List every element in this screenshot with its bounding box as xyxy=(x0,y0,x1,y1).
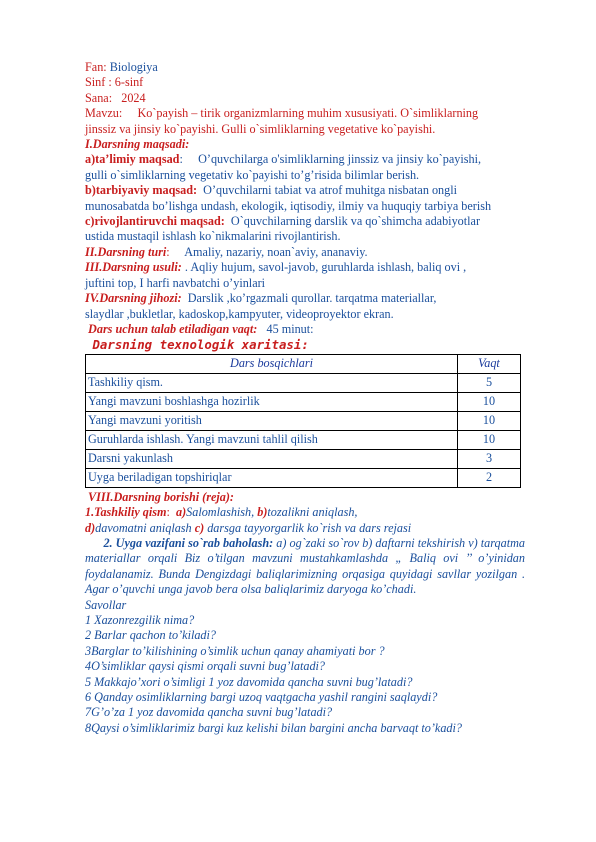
time-cell: 10 xyxy=(458,411,521,430)
homework-check-paragraph xyxy=(85,536,525,598)
goals-heading: I.Darsning maqsadi: xyxy=(85,137,190,152)
table-header-row xyxy=(86,354,521,373)
table-row xyxy=(86,430,521,449)
equipment-line xyxy=(85,291,525,306)
table-row xyxy=(86,468,521,487)
organizational-line: 1.Tashkiliy qism: a)Salomlashish, b)tozalikni aniqlash, xyxy=(85,505,358,520)
table-row xyxy=(86,449,521,468)
time-value: 45 minut: xyxy=(266,321,314,336)
stage-column-header: Dars bosqichlari xyxy=(86,354,458,373)
time-cell: 10 xyxy=(458,430,521,449)
list-item: 2 Barlar qachon to’kiladi? xyxy=(85,628,217,643)
lesson-method-label: III.Darsning usuli: xyxy=(85,260,182,275)
equipment-text-1: Darslik ,ko’rgazmali qurollar. tarqatma materiallar, xyxy=(187,291,437,306)
homework-check-label: 2. Uyga vazifani so`rab baholash: xyxy=(103,535,274,550)
list-item: 3Barglar to’kilishining o’simlik uchun qanay ahamiyati bor ? xyxy=(85,643,385,658)
time-cell: 3 xyxy=(458,449,521,468)
topic-text-1: Ko`payish – tirik organizmlarning muhim xususiyati. O`simliklarning xyxy=(137,106,479,121)
tech-map-heading: Darsning texnologik xaritasi: xyxy=(92,337,309,353)
goal-a-line: a)ta’limiy maqsad: O’quvchilarga o'simliklarning jinssiz va jinsiy ko`payishi, xyxy=(85,152,482,167)
lesson-method-text-1: . Aqliy hujum, savol-javob, guruhlarda ishlash, baliq ovi , xyxy=(184,260,467,275)
topic-line xyxy=(85,106,525,121)
list-item: 6 Qanday osimliklarning bargi uzoq vaqtgacha yashil rangini saqlaydi? xyxy=(85,690,438,704)
table-row xyxy=(86,411,521,430)
goal-c-text-2: ustida mustaqil ishlash ko`nikmalarini rivojlantirish. xyxy=(85,229,341,244)
goal-b-label: b)tarbiyaviy maqsad: xyxy=(85,183,198,198)
lesson-type-label: II.Darsning turi xyxy=(85,244,167,259)
time-cell: 2 xyxy=(458,468,521,487)
lesson-type-value: Amaliy, nazariy, noan`aviy, ananaviy. xyxy=(184,244,368,259)
procedure-heading: VIII.Darsning borishi (reja): xyxy=(88,489,234,504)
goal-b-text-2: munosabatda bo’lishga undash, ekologik, iqtisodiy, ilmiy va huquqiy tarbiya berish xyxy=(85,198,492,213)
date-line xyxy=(85,91,525,106)
goal-a-text-1: O’quvchilarga o'simliklarning jinssiz va jinsiy ko`payishi, xyxy=(198,152,482,167)
stage-cell: Uyga beriladigan topshiriqlar xyxy=(86,468,458,487)
goal-c-line xyxy=(85,214,525,229)
organizational-label: 1.Tashkiliy qism xyxy=(85,505,167,520)
table-row xyxy=(86,392,521,411)
subject-label: Fan: xyxy=(85,60,107,74)
goal-a-label: a)ta’limiy maqsad xyxy=(85,152,180,167)
organizational-line-2: d)davomatni aniqlash c) darsga tayyorgarlik ko`rish va dars rejasi xyxy=(85,520,412,535)
list-item: 4O’simliklar qaysi qismi orqali suvni bug’latadi? xyxy=(85,659,326,674)
time-line xyxy=(85,322,525,337)
goal-b-text-1: O’quvchilarni tabiat va atrof muhitga nisbatan ongli xyxy=(203,183,458,198)
equipment-text-2: slaydlar ,bukletlar, kadoskop,kampyuter, videoproyektor ekran. xyxy=(85,306,394,321)
list-item: 7G’o’za 1 yoz davomida qancha suvni bug’latadi? xyxy=(85,705,333,720)
subject-line xyxy=(85,60,525,75)
equipment-label: IV.Darsning jihozi: xyxy=(85,291,182,306)
table-row xyxy=(86,373,521,392)
goal-a-text-2: gulli o`simliklarning vegetativ ko`payishi to’g’risida bilimlar berish. xyxy=(85,167,420,182)
subject-value: Biologiya xyxy=(109,60,158,74)
goal-c-text-1: O`quvchilarning darslik va qo`shimcha adabiyotlar xyxy=(230,214,481,229)
lesson-type-line: II.Darsning turi: Amaliy, nazariy, noan`aviy, ananaviy. xyxy=(85,244,368,259)
grade-line: Sinf : 6-sinf xyxy=(85,75,144,90)
lesson-method-line xyxy=(85,260,525,275)
date-label: Sana: xyxy=(85,90,113,105)
stage-cell: Yangi mavzuni yoritish xyxy=(86,411,458,430)
goal-b-line xyxy=(85,183,525,198)
topic-text-2: jinssiz va jinsiy ko`payishi. Gulli o`simliklarning vegetative ko`payishi. xyxy=(85,121,436,136)
stage-cell: Tashkiliy qism. xyxy=(86,373,458,392)
homework-check-text: a) og`zaki so`rov b) daftarni tekshirish v) tarqatma materiallar orqali Biz o’tilgan mavzuni mustahkamlashda „ Baliq ovi ’’ o’yinidan foydalanamiz. Bunda Dengizdagi baliqlarimizning orqasiga quyidagi savllar yozilgan . Agar o’quvchi unga javob bera olsa baliqlarimiz daryoga ko’chadi. xyxy=(85,535,526,597)
list-item: 5 Makkajo’xori o’simligi 1 yoz davomida qancha suvni bug’latadi? xyxy=(85,674,413,689)
time-cell: 5 xyxy=(458,373,521,392)
stage-cell: Darsni yakunlash xyxy=(86,449,458,468)
tech-map-table xyxy=(85,354,521,488)
list-item: 1 Xazonrezgilik nima? xyxy=(85,612,195,627)
goal-c-label: c)rivojlantiruvchi maqsad: xyxy=(85,214,225,229)
stage-cell: Yangi mavzuni boshlashga hozirlik xyxy=(86,392,458,411)
lesson-method-text-2: juftini top, I harfi navbatchi o’yinlari xyxy=(85,275,266,290)
lesson-plan-page xyxy=(85,60,525,736)
date-value: 2024 xyxy=(121,90,146,105)
time-column-header: Vaqt xyxy=(458,354,521,373)
list-item: 8Qaysi o’simliklarimiz bargi kuz kelishi bilan bargini ancha barvaqt to’kadi? xyxy=(85,720,463,735)
time-cell: 10 xyxy=(458,392,521,411)
topic-label: Mavzu: xyxy=(85,106,123,121)
questions-title: Savollar xyxy=(85,597,127,612)
stage-cell: Guruhlarda ishlash. Yangi mavzuni tahlil qilish xyxy=(86,430,458,449)
time-label: Dars uchun talab etiladigan vaqt: xyxy=(88,321,258,336)
